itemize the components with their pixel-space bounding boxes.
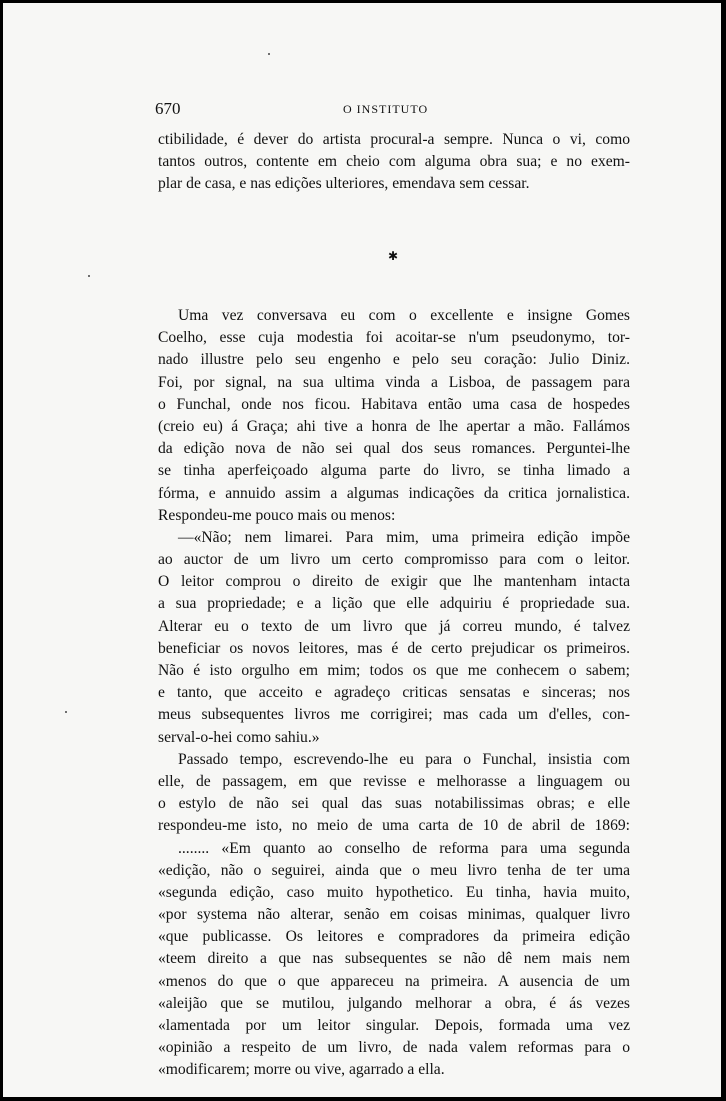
text-line: Passado tempo, escrevendo-lhe eu para o Funchal, insistia com bbox=[178, 750, 630, 768]
text-line: elle, de passagem, em que revisse e melhorasse a linguagem ou bbox=[158, 772, 630, 790]
paragraph-main bbox=[158, 305, 630, 1082]
text-line: Uma vez conversava eu com o excellente e insigne Gomes bbox=[178, 307, 630, 324]
text-line: Foi, por signal, na sua ultima vinda a Lisboa, de passagem para bbox=[158, 373, 630, 391]
text-line: Não é isto orgulho em mim; todos os que me conhecem o sabem; bbox=[158, 662, 630, 679]
text-line: beneficiar os novos leitores, mas é de certo prejudicar os primeiros. bbox=[158, 639, 630, 657]
section-separator-asterisk: ✱ bbox=[388, 249, 399, 263]
text-line: o Funchal, onde nos ficou. Habitava então uma casa de hospedes bbox=[158, 395, 630, 413]
text-line: (creio eu) á Graça; ahi tive a honra de lhe apertar a mão. Fallámos bbox=[158, 417, 630, 435]
text-line: «menos do que o que appareceu na primeira. A ausencia de um bbox=[158, 972, 630, 990]
book-page bbox=[3, 3, 721, 1097]
text-line: respondeu-me isto, no meio de uma carta de 10 de abril de 1869: bbox=[158, 817, 630, 835]
text-line: se tinha aperfeiçoado alguma parte do livro, se tinha limado a bbox=[158, 462, 630, 480]
text-line: O leitor comprou o direito de exigir que lhe mantenham intacta bbox=[158, 573, 630, 591]
text-line: o estylo de não sei qual das suas notabilissimas obras; e elle bbox=[158, 795, 630, 813]
text-line: plar de casa, e nas edições ulteriores, emendava sem cessar. bbox=[158, 175, 530, 193]
text-line: ctibilidade, é dever do artista procural-a sempre. Nunca o vi, como bbox=[158, 131, 630, 148]
scan-speck bbox=[65, 711, 67, 713]
text-line: «edição, não o seguirei, ainda que o meu livro tenha de ter uma bbox=[158, 861, 630, 879]
text-line: nado illustre pelo seu engenho e pelo seu coração: Julio Diniz. bbox=[158, 351, 630, 369]
text-line: «que publicasse. Os leitores e compradores da primeira edição bbox=[158, 928, 630, 946]
text-line: a sua propriedade; e a lição que elle adquiriu é propriedade sua. bbox=[158, 595, 630, 613]
text-line: serval-o-hei como sahiu.» bbox=[158, 728, 320, 746]
text-line: meus subsequentes livros me corrigirei; mas cada um d'elles, con- bbox=[158, 706, 630, 724]
text-line: «opinião a respeito de um livro, de nada valem reformas para o bbox=[158, 1039, 630, 1057]
text-line: «modificarem; morre ou vive, agarrado a ella. bbox=[158, 1061, 445, 1079]
running-title: O INSTITUTO bbox=[343, 102, 429, 116]
text-line: da edição nova de não sei qual dos seus romances. Perguntei-lhe bbox=[158, 440, 630, 458]
text-line: Alterar eu o texto de um livro que já correu mundo, é talvez bbox=[158, 617, 630, 635]
page-header bbox=[3, 99, 721, 123]
text-line: —«Não; nem limarei. Para mim, uma primeira edição impõe bbox=[178, 528, 630, 546]
text-line: ........ «Em quanto ao conselho de reforma para uma segunda bbox=[178, 839, 630, 857]
text-line: fórma, e annuido assim a algumas indicações da critica jornalistica. bbox=[158, 484, 630, 502]
scan-speck bbox=[268, 53, 270, 55]
text-line: «segunda edição, caso muito hypothetico. Eu tinha, havia muito, bbox=[158, 883, 630, 901]
text-line: «lamentada por um leitor singular. Depois, formada uma vez bbox=[158, 1017, 630, 1034]
page-number: 670 bbox=[155, 99, 181, 118]
text-line: Respondeu-me pouco mais ou menos: bbox=[158, 506, 396, 524]
text-line: «por systema não alterar, senão em coisas minimas, qualquer livro bbox=[158, 906, 630, 924]
text-line: tantos outros, contente em cheio com alguma obra sua; e no exem- bbox=[158, 153, 630, 171]
text-line: «aleijão que se mutilou, julgando melhorar a obra, é ás vezes bbox=[158, 994, 630, 1012]
scan-speck bbox=[88, 275, 90, 277]
text-line: e tanto, que acceito e agradeço criticas sensatas e sinceras; nos bbox=[158, 684, 630, 702]
text-line: Coelho, esse cuja modestia foi acoitar-se n'um pseudonymo, tor- bbox=[158, 329, 630, 347]
paragraph-continuation bbox=[158, 129, 630, 196]
text-line: ao auctor de um livro um certo compromisso para com o leitor. bbox=[158, 551, 630, 569]
text-line: «teem direito a que nas subsequentes se não dê nem mais nem bbox=[158, 950, 630, 968]
